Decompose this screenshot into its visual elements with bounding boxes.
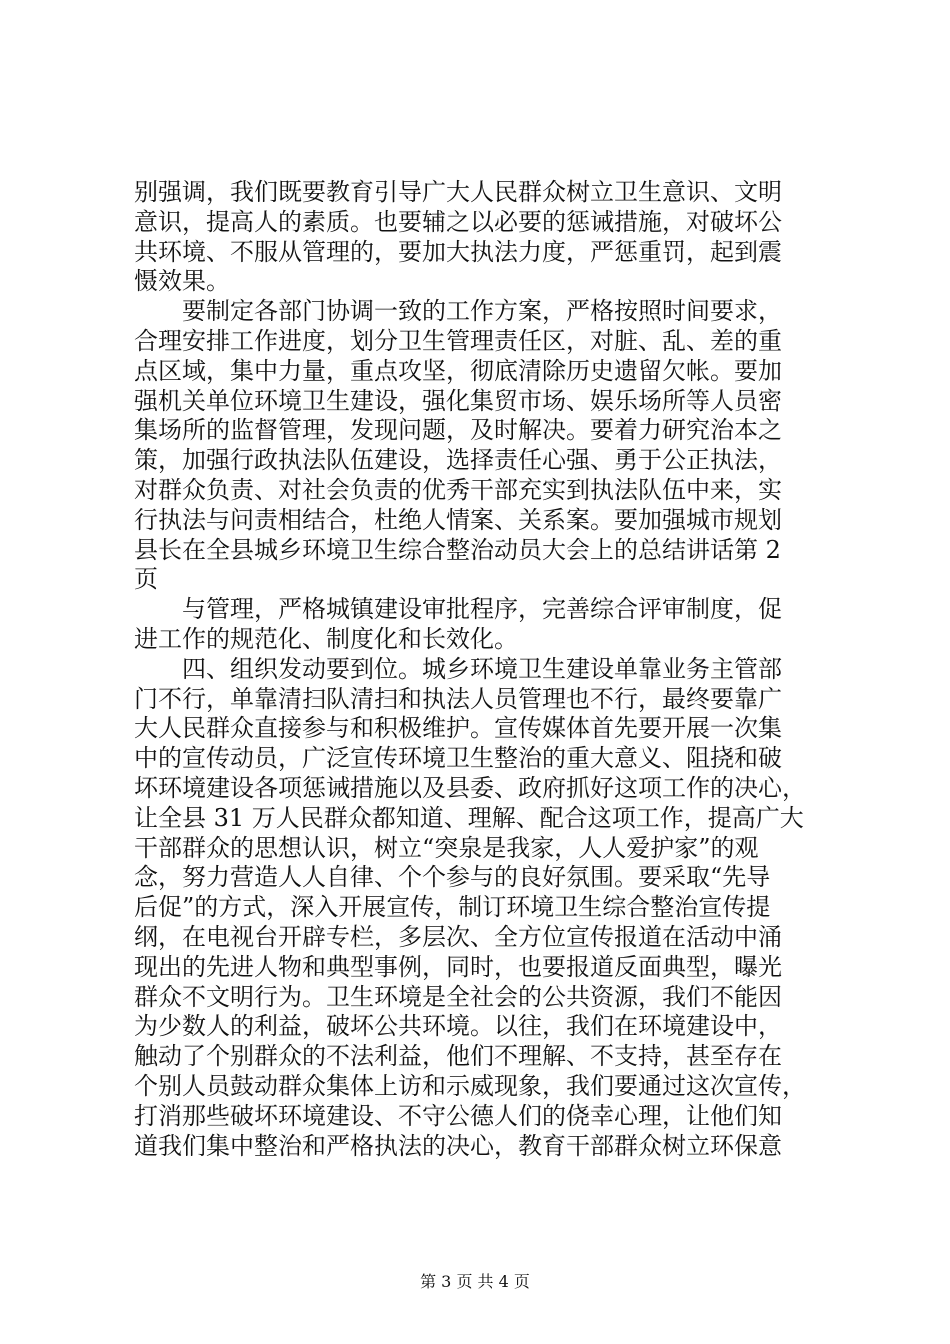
text-line: 触动了个别群众的不法利益，他们不理解、不支持，甚至存在 <box>134 1042 782 1071</box>
text-line: 强机关单位环境卫生建设，强化集贸市场、娱乐场所等人员密 <box>134 386 782 415</box>
text-line: 大人民群众直接参与和积极维护。宣传媒体首先要开展一次集 <box>134 714 782 743</box>
text-line: 要制定各部门协调一致的工作方案，严格按照时间要求， <box>182 297 782 326</box>
text-line: 行执法与问责相结合，杜绝人情案、关系案。要加强城市规划 <box>134 505 782 534</box>
page-footer: 第 3 页 共 4 页 <box>420 1272 530 1291</box>
text-line: 为少数人的利益，破坏公共环境。以往，我们在环境建设中， <box>134 1012 782 1041</box>
text-line: 念，努力营造人人自律、个个参与的良好氛围。要采取“先导 <box>134 863 771 892</box>
text-line: 让全县 31 万人民群众都知道、理解、配合这项工作，提高广大 <box>134 803 804 832</box>
text-line: 道我们集中整治和严格执法的决心，教育干部群众树立环保意 <box>134 1131 782 1160</box>
text-line: 纲，在电视台开辟专栏，多层次、全方位宣传报道在活动中涌 <box>134 922 782 951</box>
text-line: 慑效果。 <box>134 267 230 296</box>
text-line: 共环境、不服从管理的，要加大执法力度，严惩重罚，起到震 <box>134 237 782 266</box>
text-line: 对群众负责、对社会负责的优秀干部充实到执法队伍中来，实 <box>134 475 782 504</box>
text-line: 坏环境建设各项惩诫措施以及县委、政府抓好这项工作的决心， <box>134 773 806 802</box>
text-line: 合理安排工作进度，划分卫生管理责任区，对脏、乱、差的重 <box>134 326 782 355</box>
text-line: 干部群众的思想认识，树立“突泉是我家，人人爱护家”的观 <box>134 833 759 862</box>
text-line: 现出的先进人物和典型事例，同时，也要报道反面典型，曝光 <box>134 952 782 981</box>
text-line: 县长在全县城乡环境卫生综合整治动员大会上的总结讲话第 2 <box>134 535 781 564</box>
text-line: 策，加强行政执法队伍建设，选择责任心强、勇于公正执法， <box>134 446 782 475</box>
text-line: 页 <box>134 565 158 594</box>
text-line: 点区域，集中力量，重点攻坚，彻底清除历史遗留欠帐。要加 <box>134 356 782 385</box>
text-line: 打消那些破坏环境建设、不守公德人们的侥幸心理，让他们知 <box>134 1101 782 1130</box>
text-line: 后促”的方式，深入开展宣传，制订环境卫生综合整治宣传提 <box>134 893 771 922</box>
document-body <box>134 178 834 1161</box>
text-line: 四、组织发动要到位。城乡环境卫生建设单靠业务主管部 <box>182 654 782 683</box>
text-line: 中的宣传动员，广泛宣传环境卫生整治的重大意义、阻挠和破 <box>134 744 782 773</box>
text-line: 与管理，严格城镇建设审批程序，完善综合评审制度，促 <box>182 595 782 624</box>
text-line: 进工作的规范化、制度化和长效化。 <box>134 624 518 653</box>
text-line: 集场所的监督管理，发现问题，及时解决。要着力研究治本之 <box>134 416 782 445</box>
text-line: 意识，提高人的素质。也要辅之以必要的惩诫措施，对破坏公 <box>134 207 782 236</box>
text-line: 群众不文明行为。卫生环境是全社会的公共资源，我们不能因 <box>134 982 782 1011</box>
text-line: 个别人员鼓动群众集体上访和示威现象，我们要通过这次宣传， <box>134 1071 806 1100</box>
text-line: 门不行，单靠清扫队清扫和执法人员管理也不行，最终要靠广 <box>134 684 782 713</box>
text-line: 别强调，我们既要教育引导广大人民群众树立卫生意识、文明 <box>134 178 782 206</box>
